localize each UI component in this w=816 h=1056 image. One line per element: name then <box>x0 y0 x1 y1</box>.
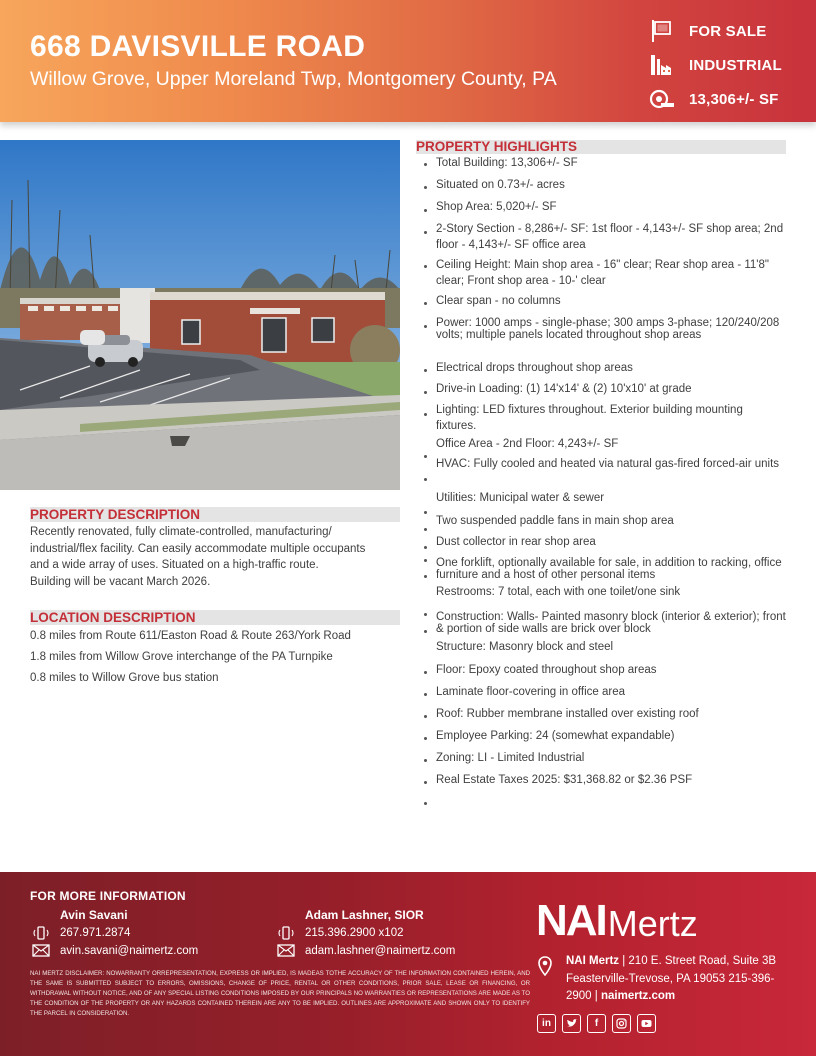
property-description-heading: PROPERTY DESCRIPTION <box>30 507 400 522</box>
highlight-item: Roof: Rubber membrane installed over existing roof <box>436 708 699 720</box>
bullet <box>424 528 427 531</box>
description-line: Recently renovated, fully climate-controlled, manufacturing/ <box>30 526 332 538</box>
description-line: industrial/flex facility. Can easily accommodate multiple occupants <box>30 542 366 555</box>
bullet <box>424 163 427 166</box>
highlight-item: Lighting: LED fixtures throughout. Exterior building mounting fixtures. <box>436 404 743 432</box>
highlight-item: Restrooms: 7 total, each with one toilet/one sink <box>436 586 681 598</box>
agent-email[interactable] <box>31 944 198 957</box>
tape-measure-icon <box>648 86 676 112</box>
tag-label: FOR SALE <box>689 22 767 40</box>
highlight-item: Dust collector in rear shop area <box>436 536 596 548</box>
tag-industrial <box>648 48 808 82</box>
property-tags <box>648 14 808 116</box>
phone-number: 267.971.2874 <box>60 927 131 939</box>
highlight-item: Clear span - no columns <box>436 295 561 307</box>
bullet <box>424 511 427 514</box>
agent-phone[interactable] <box>276 926 403 940</box>
phone-icon <box>276 926 296 940</box>
tag-label: 13,306+/- SF <box>689 90 779 108</box>
phone-icon <box>31 926 51 940</box>
highlight-item: Laminate floor-covering in office area <box>436 686 626 698</box>
agent-email[interactable] <box>276 944 455 957</box>
highlight-item: Zoning: LI - Limited Industrial <box>436 752 585 764</box>
bullet <box>424 802 427 805</box>
property-highlights-heading: PROPERTY HIGHLIGHTS <box>416 140 786 154</box>
address-line-2: Feasterville-Trevose, PA 19053 215-396- <box>566 972 775 985</box>
location-item: 0.8 miles from Route 611/Easton Road & Route 263/York Road <box>30 630 351 642</box>
bullet <box>424 231 427 234</box>
linkedin-icon[interactable]: in <box>537 1014 556 1033</box>
highlight-item: Situated on 0.73+/- acres <box>436 179 565 191</box>
location-pin-icon <box>538 956 552 981</box>
separator: | <box>591 990 601 1002</box>
tag-for-sale <box>648 14 808 48</box>
bullet <box>424 209 427 212</box>
highlight-item: HVAC: Fully cooled and heated via natural gas-fired forced-air units <box>436 458 780 470</box>
highlight-item: 2-Story Section - 8,286+/- SF: 1st floor - 4,143+/- SF shop area; 2nd floor - 4,143+/- SF office area <box>436 223 784 251</box>
company-name: NAI Mertz <box>566 955 620 967</box>
bullet <box>424 759 427 762</box>
bullet <box>424 546 427 549</box>
highlight-item: One forklift, optionally available for sale, in addition to racking, office furniture and a host of other personal items <box>436 557 782 581</box>
header-banner <box>0 0 816 122</box>
bullet <box>424 693 427 696</box>
bullet <box>424 265 427 268</box>
bullet <box>424 478 427 481</box>
bullet <box>424 455 427 458</box>
bullet <box>424 737 427 740</box>
highlight-item: Office Area - 2nd Floor: 4,243+/- SF <box>436 438 619 450</box>
highlight-item: Drive-in Loading: (1) 14'x14' & (2) 10'x10' at grade <box>436 383 692 395</box>
nai-mertz-logo <box>536 896 698 945</box>
tag-size <box>648 82 808 116</box>
bullet <box>424 575 427 578</box>
phone-number: 215.396.2900 x102 <box>305 927 404 939</box>
highlight-item: Shop Area: 5,020+/- SF <box>436 201 557 213</box>
facebook-icon[interactable]: f <box>587 1014 606 1033</box>
for-sale-sign-icon <box>648 18 676 44</box>
property-subtitle: Willow Grove, Upper Moreland Twp, Montgomery County, PA <box>30 68 557 90</box>
highlight-item: Employee Parking: 24 (somewhat expandable) <box>436 730 675 742</box>
instagram-icon[interactable] <box>612 1014 631 1033</box>
tag-label: INDUSTRIAL <box>689 56 782 74</box>
property-description <box>30 524 395 590</box>
location-description-heading: LOCATION DESCRIPTION <box>30 610 400 625</box>
highlight-item: Real Estate Taxes 2025: $31,368.82 or $2.36 PSF <box>436 774 693 786</box>
industrial-building-icon <box>648 52 676 78</box>
description-line: Building will be vacant March 2026. <box>30 575 211 588</box>
bullet <box>424 715 427 718</box>
logo-nai: NAI <box>536 896 606 945</box>
website-link[interactable]: naimertz.com <box>600 990 676 1002</box>
highlight-item: Power: 1000 amps - single-phase; 300 amps 3-phase; 120/240/208 volts; multiple panels located throughout shop areas <box>436 317 780 341</box>
agent-name: Adam Lashner, SIOR <box>305 908 424 922</box>
highlight-item: Utilities: Municipal water & sewer <box>436 492 605 504</box>
highlight-item: Construction: Walls- Painted masonry block (interior & exterior); front & portion of side walls are brick over block <box>436 611 786 635</box>
email-icon <box>31 944 51 957</box>
email-address: avin.savani@naimertz.com <box>60 944 199 957</box>
bullet <box>424 369 427 372</box>
address-line-1: | 210 E. Street Road, Suite 3B <box>619 955 777 967</box>
bullet <box>424 186 427 189</box>
location-item: 1.8 miles from Willow Grove interchange of the PA Turnpike <box>30 651 333 663</box>
property-title: 668 DAVISVILLE ROAD <box>30 30 366 63</box>
agent-phone[interactable] <box>31 926 130 940</box>
bullet <box>424 781 427 784</box>
highlight-item: Floor: Epoxy coated throughout shop areas <box>436 664 657 676</box>
bullet <box>424 671 427 674</box>
footer <box>0 872 816 1056</box>
bullet <box>424 613 427 616</box>
bullet <box>424 325 427 328</box>
bullet <box>424 413 427 416</box>
bullet <box>424 391 427 394</box>
location-item: 0.8 miles to Willow Grove bus station <box>30 672 219 684</box>
address-phone-end: 2900 <box>566 990 592 1002</box>
agent-name: Avin Savani <box>60 908 128 922</box>
highlight-item: Ceiling Height: Main shop area - 16" clear; Rear shop area - 11'8" clear; Front shop area - 10-' clear <box>436 259 769 287</box>
social-links <box>537 1014 656 1033</box>
email-address: adam.lashner@naimertz.com <box>305 944 456 957</box>
bullet <box>424 630 427 633</box>
property-photo <box>0 140 400 490</box>
highlight-item: Two suspended paddle fans in main shop area <box>436 515 674 527</box>
highlight-item: Structure: Masonry block and steel <box>436 641 614 653</box>
bullet <box>424 559 427 562</box>
more-info-heading: FOR MORE INFORMATION <box>30 889 186 903</box>
email-icon <box>276 944 296 957</box>
youtube-icon[interactable] <box>637 1014 656 1033</box>
legal-disclaimer: NAI MERTZ DISCLAIMER: NOWARRANTY ORREPRESENTATION, EXPRESS OR IMPLIED, IS MADEAS TOTHE ACCURACY OF THE INFORMATION CONTAINED HEREIN, AND THE SAME IS SUBMITTED SUBJECT TO ERRORS, OMISSIONS, CHANGE OF PRICE, RENTAL OR OTHER CONDITIONS, PRIOR SALE, LEASE OR FINANCING, OR WITHDRAWAL WITHOUT NOTICE, AND OF ANY SPECIAL LISTING CONDITIONS IMPOSED BY OUR PRINCIPALS NO WARRANTIES OR REPRESENTATIONS ARE MADE AS TO THE CONDITION OF THE PROPERTY OR ANY HAZARDS CONTAINED THEREIN ARE ANY TO BE IMPLIED. OUTLINES ARE APPROXIMATE AND SHOWN ONLY TO IDENTIFY THE PARCEL IN CONSIDERATION. <box>30 970 530 1017</box>
highlight-item: Electrical drops throughout shop areas <box>436 362 633 374</box>
twitter-icon[interactable] <box>562 1014 581 1033</box>
bullet <box>424 302 427 305</box>
description-line: and a wide array of uses. Situated on a high-traffic route. <box>30 559 319 571</box>
highlight-item: Total Building: 13,306+/- SF <box>436 157 578 169</box>
logo-mertz: Mertz <box>607 903 698 944</box>
company-address <box>566 953 796 1006</box>
